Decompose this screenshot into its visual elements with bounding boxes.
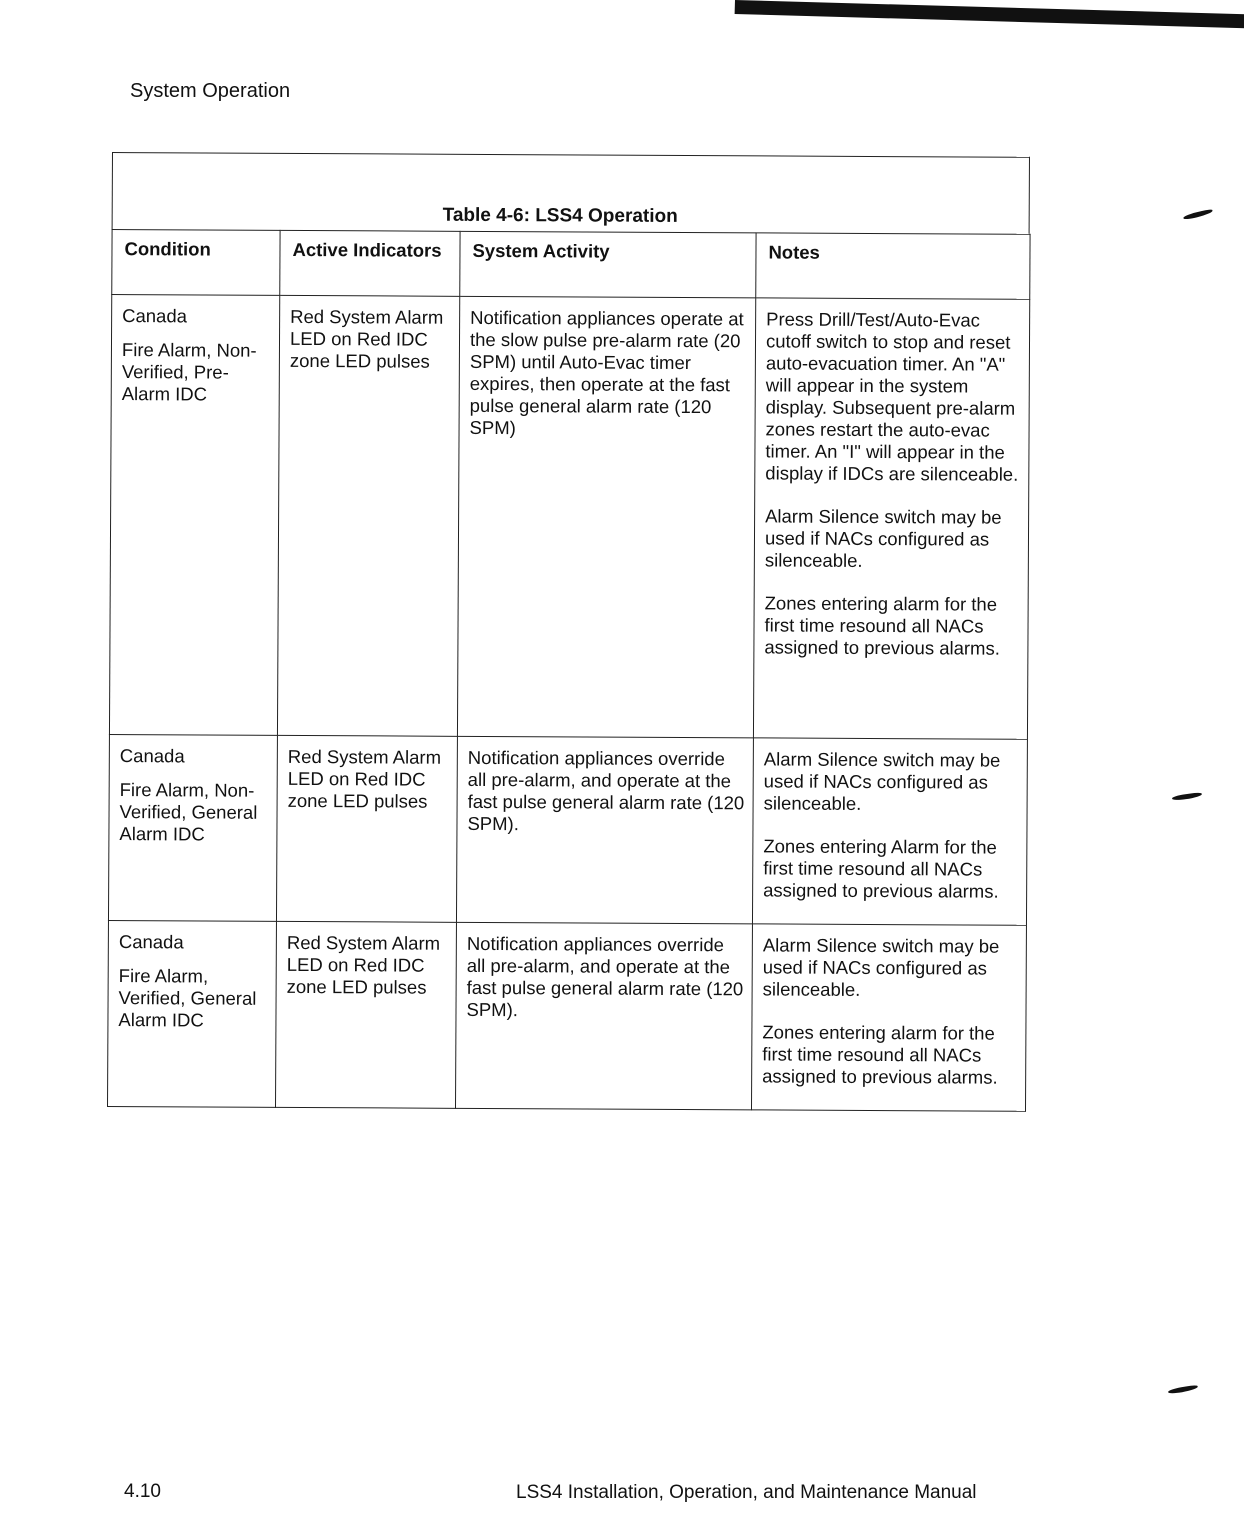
column-header-active-indicators: Active Indicators [280,230,460,296]
table-caption: Table 4-6: LSS4 Operation [442,204,678,227]
notes-cell [753,298,1029,739]
scan-edge-mark [1183,208,1213,220]
column-header-system-activity: System Activity [460,231,756,298]
lss4-operation-table [107,229,1031,1112]
note-paragraph: Press Drill/Test/Auto-Evac cutoff switch to stop and reset auto-evacuation timer. An "A" will appear in the system display. Subsequent pre-alarm zones restart the auto-evac timer. An "I" will appear in the display if IDCs are silenceable. [765,308,1019,485]
table-row [109,295,1029,740]
table-row [108,734,1027,925]
manual-title: LSS4 Installation, Operation, and Maintenance Manual [516,1482,977,1503]
condition-region: Canada [122,305,188,327]
condition-region: Canada [119,745,185,767]
active-indicators-cell: Red System Alarm LED on Red IDC zone LED pulses [276,735,457,922]
table-header-row [112,230,1030,300]
scan-edge-mark [1168,1384,1198,1394]
section-title: System Operation [130,80,291,102]
system-activity-cell: Notification appliances operate at the slow pulse pre-alarm rate (20 SPM) until Auto-Evac timer expires, then operate at the fast pulse general alarm rate (120 SPM) [457,296,755,738]
note-paragraph: Zones entering alarm for the first time resound all NACs assigned to previous alarms. [762,1021,998,1088]
condition-region: Canada [118,931,184,953]
column-header-notes: Notes [756,233,1030,299]
notes-cell [752,738,1027,925]
operation-table-container [107,152,1030,1112]
table-caption-box [112,152,1030,234]
note-paragraph: Zones entering Alarm for the first time resound all NACs assigned to previous alarms. [763,835,999,902]
condition-detail: Fire Alarm, Non-Verified, General Alarm IDC [119,779,258,845]
active-indicators-cell: Red System Alarm LED on Red IDC zone LED pulses [275,921,456,1108]
scan-artifact-bar [735,0,1244,29]
condition-cell [108,734,277,921]
column-header-condition: Condition [112,230,280,296]
note-paragraph: Alarm Silence switch may be used if NACs configured as silenceable. [764,505,1002,571]
scan-edge-mark [1172,792,1202,801]
active-indicators-cell: Red System Alarm LED on Red IDC zone LED pulses [277,295,459,736]
condition-detail: Fire Alarm, Non-Verified, Pre-Alarm IDC [121,339,257,405]
note-paragraph: Zones entering alarm for the first time resound all NACs assigned to previous alarms. [764,592,1000,659]
page-number: 4.10 [124,1481,161,1502]
system-activity-cell: Notification appliances override all pre-alarm, and operate at the fast pulse general alarm rate (120 SPM). [455,922,752,1110]
notes-cell [751,924,1026,1111]
system-activity-cell: Notification appliances override all pre-alarm, and operate at the fast pulse general alarm rate (120 SPM). [456,736,753,924]
condition-cell [109,295,279,736]
table-row [108,920,1027,1111]
condition-cell [108,920,277,1107]
note-paragraph: Alarm Silence switch may be used if NACs configured as silenceable. [763,748,1001,814]
note-paragraph: Alarm Silence switch may be used if NACs configured as silenceable. [762,934,1000,1000]
condition-detail: Fire Alarm, Verified, General Alarm IDC [118,965,257,1031]
